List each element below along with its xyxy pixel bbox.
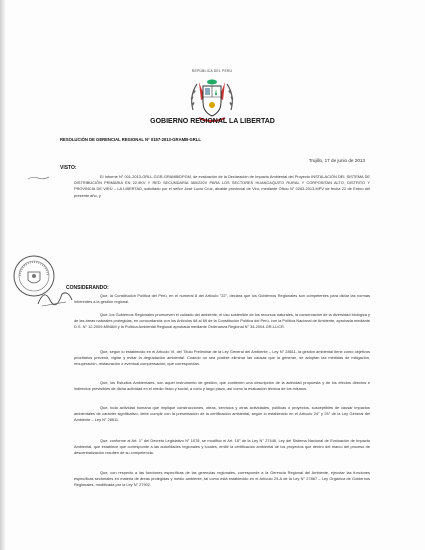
visto-text: El Informe N° 001-2013-GRLL-GGR-GRAMB/DPGM, de evaluación de la Declaración de Impacto Ambiental del Proyecto INSTALACIÓN DEL SISTEMA DE DISTRIBUCIÓN PRIMARIA EN 22.9KV Y RED SECUNDARIA 380/220V PARA LOS SECTORES HUANCAQUITO RURAL Y CORPOSITAN ALTO, DISTRITO Y PROVINCIA DE VIRÚ – LA LIBERTAD, solicitado por el señor José Lucio Cruz, alcalde provincial de Virú, mediante Oficio N° 0263-2013-MPV de fecha 22 de Enero del presente año, y — [74, 174, 370, 198]
considerando-paragraph: Que, conforme al Art. 1° del Decreto Legislativo N° 1078, se modificó el Art. 18° de la Ley N° 27446, Ley del Sistema Nacional de Evaluación de Impacto Ambiental, que establece que corresponde a las autoridades regionales y locales, emitir la certificación ambiental de los proyectos que dentro del marco del proceso de descentralización resulten de su competencia. — [74, 438, 370, 456]
considerando-paragraph: Que, los Estudios Ambientales, son aquel instrumento de gestión, que contienen una descripción de la actividad propuesta y de los efectos directos e indirectos previsibles de dicha actividad en el medio físico y social, a corto y largo plazo, así como la evaluación técnica de los mismos. — [74, 380, 370, 392]
visto-paragraph — [74, 174, 370, 199]
scan-edge-shadow — [0, 0, 6, 550]
considerando-paragraph: Que, toda actividad humana que implique construcciones, obras, servicios y otras actividades, políticas o proyectos, susceptibles de causar impactos ambientales de carácter significativo, debe cumplir con la presentación de la certificación ambiental, según lo establecido en el Artículo 24° y 25° de la Ley General del Ambiente – Ley N° 28611. — [74, 405, 370, 423]
margin-handwritten-mark — [27, 168, 51, 174]
considerando-paragraph: Que, la Constitución Política del Perú, en el numeral 8 del Artículo "22", declara que los Gobiernos Regionales son competentes para dictar las normas inherentes a la gestión regional. — [74, 293, 370, 305]
considerando-paragraph: Que, los Gobiernos Regionales promueven el cuidado del ambiente, el uso sostenible de los recursos naturales, la conservación de la diversidad biológica y de las áreas naturales protegidas, en concordancia con los Artículos 68 al 69 de la Constitución Política del Perú, con la Política Nacional de Ambiente, aprobada mediante D.S. N° 12-2009-MINAM y la Política Ambiental Regional aprobada mediante Ordenanza Regional N° 34-2004-GR-LL/CR. — [74, 312, 370, 330]
considerando-paragraph: Que, con respecto a las funciones específicas de las gerencias regionales, corresponde a la Gerencia Regional del Ambiente, ejecutar las funciones específicas sectoriales en materia de áreas protegidas y medio ambiente, tal como está establecido en el Artículo 29-A de la Ley N° 27867 – Ley Orgánica de Gobiernos Regionales, modificada por la Ley N° 27902. — [74, 470, 370, 488]
region-title: GOBIERNO REGIONAL LA LIBERTAD — [150, 118, 275, 125]
document-date: Trujillo, 17 de junio de 2013 — [308, 158, 365, 163]
considerando-paragraph: Que, según lo establecido en el Artículo VI, del Título Preliminar de la Ley General del Ambiente – Ley N° 28611, la gestión ambiental tiene como objetivos prioritarios prevenir, vigilar y evitar la degradación ambiental. Cuando no sea posible eliminar las causas que la generan, se adoptan las medidas de mitigación, recuperación, restauración o eventual compensación, que correspondan. — [74, 349, 370, 367]
considerando-heading: CONSIDERANDO: — [66, 285, 109, 291]
visto-heading: VISTO: — [60, 165, 77, 171]
seal-caption: REPÚBLICA DEL PERÚ — [191, 69, 233, 73]
resolution-number: RESOLUCIÓN DE GERENCIAL REGIONAL N° 0157-2013-GRAMB-GRLL — [60, 137, 201, 142]
